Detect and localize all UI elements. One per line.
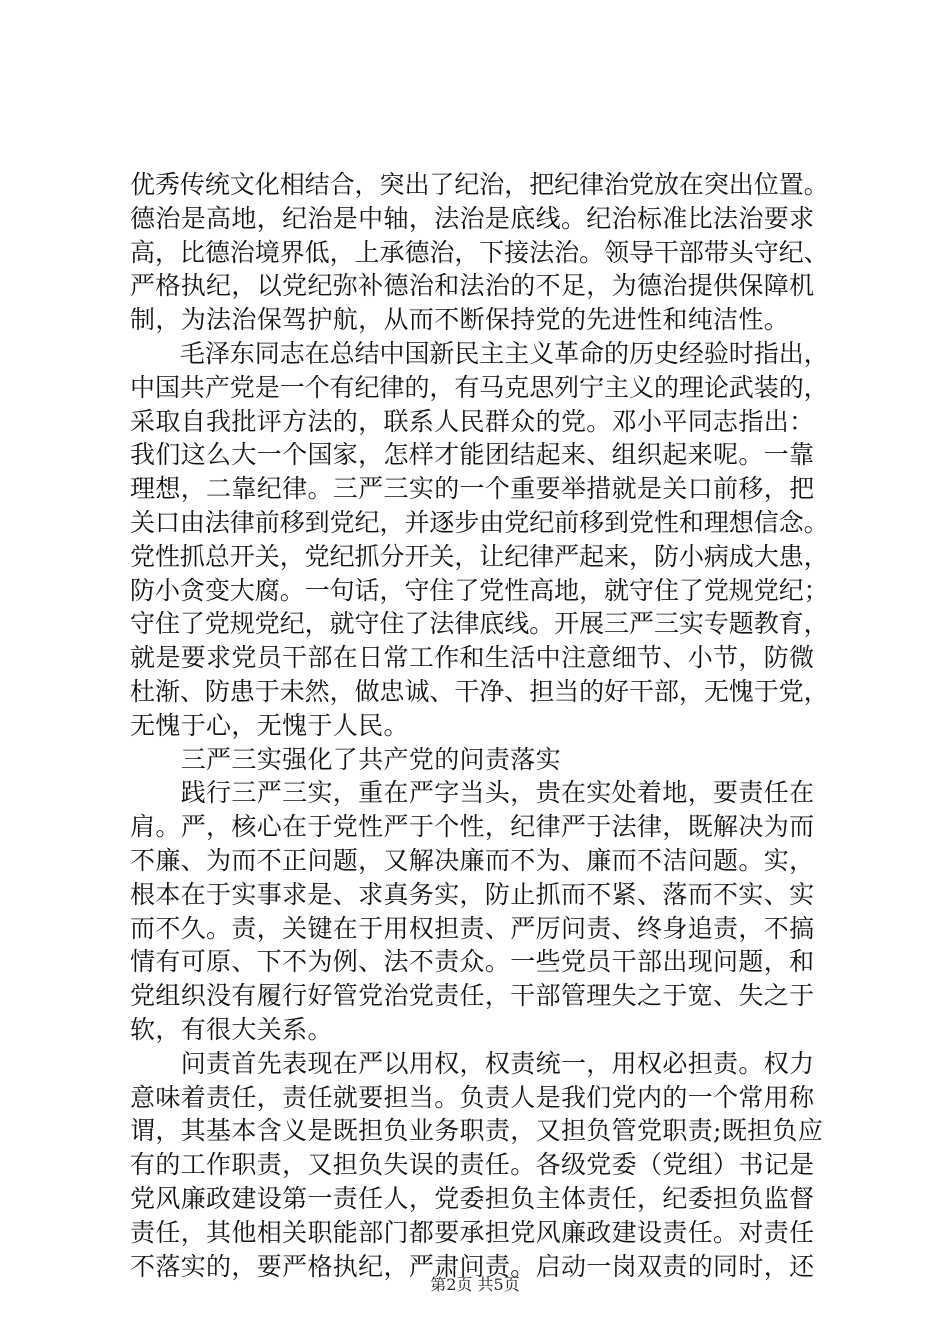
- text-line: 意味着责任，责任就要担当。负责人是我们党内的一个常用称: [130, 1082, 815, 1112]
- text-line: 杜渐、防患于未然，做忠诚、干净、担当的好干部，无愧于党，: [130, 676, 829, 706]
- text-line: 践行三严三实，重在严字当头，贵在实处着地，要责任在: [130, 778, 815, 808]
- text-line: 中国共产党是一个有纪律的，有马克思列宁主义的理论武装的，: [130, 372, 829, 402]
- text-line: 优秀传统文化相结合，突出了纪治，把纪律治党放在突出位置。: [130, 170, 829, 199]
- text-line: 无愧于心，无愧于人民。: [130, 710, 409, 740]
- text-line: 党性抓总开关，党纪抓分开关，让纪律严起来，防小病成大患，: [130, 541, 829, 571]
- text-line: 理想，二靠纪律。三严三实的一个重要举措就是关口前移，把: [130, 474, 815, 504]
- text-line: 问责首先表现在严以用权，权责统一，用权必担责。权力: [130, 1048, 815, 1078]
- text-line: 制，为法治保驾护航，从而不断保持党的先进性和纯洁性。: [130, 305, 790, 335]
- text-line: 我们这么大一个国家，怎样才能团结起来、组织起来呢。一靠: [130, 440, 815, 470]
- text-line: 采取自我批评方法的，联系人民群众的党。邓小平同志指出：: [130, 406, 815, 436]
- text-line: 毛泽东同志在总结中国新民主主义革命的历史经验时指出，: [130, 338, 829, 368]
- text-line: 不落实的，要严格执纪，严肃问责。启动一岗双责的同时，还: [130, 1251, 815, 1281]
- text-line: 谓，其基本含义是既担负业务职责，又担负管党职责;既担负应: [130, 1116, 824, 1146]
- document-body: [130, 168, 830, 1283]
- text-line: 有的工作职责，又担负失误的责任。各级党委（党组）书记是: [130, 1150, 815, 1180]
- text-line: 守住了党规党纪，就守住了法律底线。开展三严三实专题教育，: [130, 609, 829, 639]
- text-line: 防小贪变大腐。一句话，守住了党性高地，就守住了党规党纪；: [130, 575, 829, 605]
- text-line: 根本在于实事求是、求真务实，防止抓而不紧、落而不实、实: [130, 879, 815, 909]
- text-line: 严格执纪，以党纪弥补德治和法治的不足，为德治提供保障机: [130, 271, 815, 301]
- text-line: 党风廉政建设第一责任人，党委担负主体责任，纪委担负监督: [130, 1183, 815, 1213]
- text-line: 德治是高地，纪治是中轴，法治是底线。纪治标准比法治要求: [130, 203, 815, 233]
- text-line: 而不久。责，关键在于用权担责、严厉问责、终身追责，不搞: [130, 913, 815, 943]
- text-line: 高，比德治境界低，上承德治，下接法治。领导干部带头守纪、: [130, 237, 829, 267]
- text-line: 责任，其他相关职能部门都要承担党风廉政建设责任。对责任: [130, 1217, 815, 1247]
- text-line: 软，有很大关系。: [130, 1014, 333, 1044]
- text-line: 关口由法律前移到党纪，并逐步由党纪前移到党性和理想信念。: [130, 507, 829, 537]
- text-line: 就是要求党员干部在日常工作和生活中注意细节、小节，防微: [130, 643, 815, 673]
- text-line: 不廉、为而不正问题，又解决廉而不为、廉而不洁问题。实，: [130, 845, 815, 875]
- page-footer: 第2页 共5页: [430, 1275, 520, 1294]
- text-line: 三严三实强化了共产党的问责落实: [130, 744, 561, 774]
- text-line: 情有可原、下不为例、法不责众。一些党员干部出现问题，和: [130, 947, 815, 977]
- text-line: 党组织没有履行好管党治党责任，干部管理失之于宽、失之于: [130, 981, 815, 1011]
- text-line: 肩。严，核心在于党性严于个性，纪律严于法律，既解决为而: [130, 812, 815, 842]
